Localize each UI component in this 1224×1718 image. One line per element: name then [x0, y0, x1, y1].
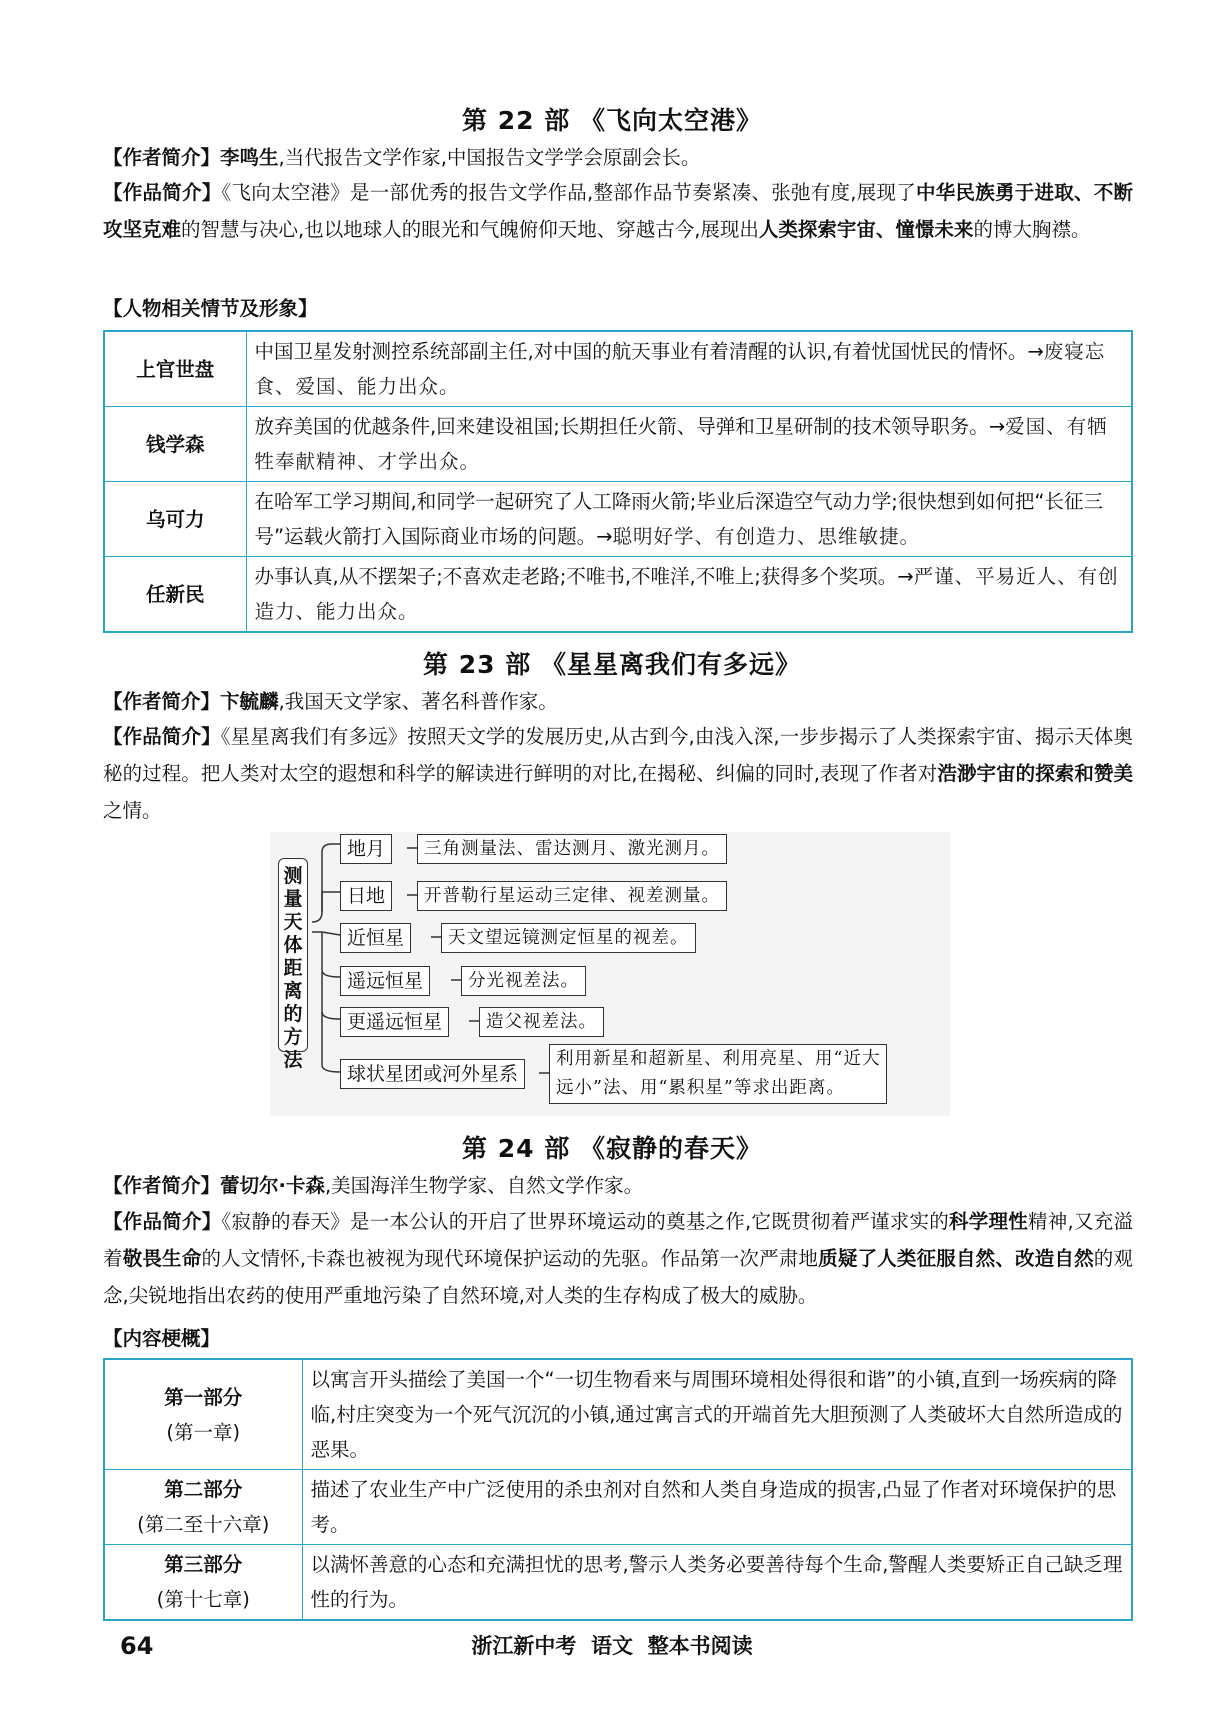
- author-name: 蕾切尔·卡森: [220, 1174, 325, 1197]
- character-row: [104, 482, 1132, 557]
- work-text: 的智慧与决心,也以地球人的眼光和气魄俯仰天地、穿越古今,展现出: [181, 218, 759, 241]
- part-summary: 描述了农业生产中广泛使用的杀虫剂对自然和人类自身造成的损害,凸显了作者对环境保护的思考。: [302, 1470, 1132, 1545]
- mindmap-desc-galaxy: [549, 1044, 887, 1104]
- s24-author-intro: [103, 1167, 1133, 1204]
- s22-character-table: [103, 330, 1133, 633]
- character-plot: 在哈军工学习期间,和同学一起研究了人工降雨火箭;毕业后深造空气动力学;很快想到如何把“长征三号”运载火箭打入国际商业市场的问题。→: [254, 490, 1103, 548]
- character-trait: 爱国、有牺牲奉献精神、才学出众。: [254, 415, 1108, 473]
- author-label: 【作者简介】: [103, 1174, 221, 1197]
- work-text: 的博大胸襟。: [973, 218, 1091, 241]
- part-name: [104, 1359, 302, 1470]
- character-plot: 中国卫星发射测控系统部副主任,对中国的航天事业有着清醒的认识,有着忧国忧民的情怀。→: [254, 340, 1044, 363]
- work-highlight: 人类探索宇宙、憧憬未来: [758, 218, 974, 241]
- work-text: 的观念,尖锐地指出农药的使用严重地污染了自然环境,对人类的生存构成了极大的威胁。: [103, 1247, 1133, 1307]
- distance-methods-mindmap: [270, 832, 950, 1116]
- work-text: 的人文情怀,卡森也被视为现代环境保护运动的先驱。作品第一次严肃地: [201, 1247, 819, 1270]
- work-text: 之情。: [103, 799, 162, 822]
- page-number: 64: [120, 1632, 154, 1660]
- s23-work-intro: [103, 718, 1133, 829]
- work-text: 《星星离我们有多远》按照天文学的发展历史,从古到今,由浅入深,一步步揭示了人类探索宇宙、揭示天体奥秘的过程。把人类对太空的遐想和科学的解读进行鲜明的对比,在揭秘、纠偏的同时,表现了作者对: [103, 725, 1133, 785]
- work-label: 【作品简介】: [103, 1210, 222, 1233]
- author-text: ,美国海洋生物学家、自然文学作家。: [324, 1174, 644, 1197]
- part-row: [104, 1545, 1132, 1621]
- author-text: ,我国天文学家、著名科普作家。: [278, 690, 558, 713]
- character-description: [246, 557, 1132, 633]
- character-row: [104, 331, 1132, 407]
- part-name: [104, 1470, 302, 1545]
- mindmap-desc-distant-star: 分光视差法。: [461, 966, 586, 996]
- mindmap-desc-earth-moon: 三角测量法、雷达测月、激光测月。: [417, 834, 727, 864]
- work-label: 【作品简介】: [103, 725, 221, 748]
- work-highlight: 科学理性: [949, 1210, 1029, 1233]
- mindmap-desc-more-distant-star: 造父视差法。: [479, 1007, 604, 1037]
- character-plot: 办事认真,从不摆架子;不喜欢走老路;不唯书,不唯洋,不唯上;获得多个奖项。→: [254, 565, 914, 588]
- s24-summary-table: [103, 1358, 1133, 1621]
- character-row: [104, 557, 1132, 633]
- character-plot: 放弃美国的优越条件,回来建设祖国;长期担任火箭、导弹和卫星研制的技术领导职务。→: [254, 415, 1006, 438]
- mindmap-desc-near-star: 天文望远镜测定恒星的视差。: [441, 923, 696, 953]
- s22-author-intro: [103, 139, 1133, 176]
- mindmap-node-distant-star: 遥远恒星: [340, 966, 430, 996]
- section-24-title: 第 24 部 《寂静的春天》: [462, 1134, 762, 1163]
- mindmap-desc-sun-earth: 开普勒行星运动三定律、视差测量。: [417, 881, 727, 911]
- work-highlight: 中华民族勇于进取、不断攻坚克难: [103, 181, 1133, 241]
- mindmap-node-sun-earth: 日地: [340, 881, 392, 911]
- character-name: 钱学森: [104, 407, 246, 482]
- mindmap-desc-line: 利用新星和超新星、利用亮星、用“近大: [556, 1049, 881, 1069]
- character-name: 乌可力: [104, 482, 246, 557]
- s22-section-label: 【人物相关情节及形象】: [103, 297, 318, 320]
- work-highlight: 质疑了人类征服自然、改造自然: [818, 1247, 1094, 1270]
- footer-book-title: 浙江新中考 语文 整本书阅读: [471, 1634, 753, 1658]
- part-chapters: (第十七章): [156, 1588, 250, 1611]
- character-name: 任新民: [104, 557, 246, 633]
- author-label: 【作者简介】: [103, 690, 221, 713]
- mindmap-node-earth-moon: 地月: [340, 834, 392, 864]
- part-chapters: (第二至十六章): [137, 1513, 270, 1536]
- work-text: 精神,又充溢着: [103, 1210, 1133, 1270]
- section-22-title: 第 22 部 《飞向太空港》: [462, 106, 762, 135]
- author-label: 【作者简介】: [103, 146, 221, 169]
- mindmap-root: 测量天体距离的方法: [278, 858, 308, 1052]
- part-row: [104, 1359, 1132, 1470]
- part-title: 第一部分: [164, 1385, 243, 1409]
- character-trait: 聪明好学、有创造力、思维敏捷。: [612, 525, 920, 548]
- mindmap-desc-line: 远小”法、用“累积星”等求出距离。: [556, 1078, 845, 1098]
- mindmap-node-near-star: 近恒星: [340, 923, 411, 953]
- part-row: [104, 1470, 1132, 1545]
- part-title: 第三部分: [164, 1553, 243, 1576]
- character-row: [104, 407, 1132, 482]
- character-description: [246, 331, 1132, 407]
- work-label: 【作品简介】: [103, 181, 222, 204]
- character-trait: 严谨、平易近人、有创造力、能力出众。: [254, 565, 1119, 623]
- part-summary: 以满怀善意的心态和充满担忧的思考,警示人类务必要善待每个生命,警醒人类要矫正自己缺乏理性的行为。: [302, 1545, 1132, 1621]
- work-text: 《寂静的春天》是一本公认的开启了世界环境运动的奠基之作,它既贯彻着严谨求实的: [221, 1210, 950, 1233]
- work-highlight: 浩渺宇宙的探索和赞美: [937, 762, 1133, 785]
- author-name: 李鸣生: [220, 146, 279, 169]
- mindmap-node-galaxy: 球状星团或河外星系: [340, 1059, 525, 1089]
- part-title: 第二部分: [164, 1478, 243, 1501]
- work-highlight: 敬畏生命: [122, 1247, 202, 1270]
- character-name: 上官世盘: [104, 331, 246, 407]
- work-text: 《飞向太空港》是一部优秀的报告文学作品,整部作品节奏紧凑、张弛有度,展现了: [221, 181, 916, 204]
- part-name: [104, 1545, 302, 1621]
- character-trait: 废寝忘食、爱国、能力出众。: [254, 340, 1106, 398]
- s23-author-intro: [103, 683, 1133, 720]
- s22-work-intro: [103, 174, 1133, 248]
- author-name: 卞毓麟: [220, 690, 279, 713]
- section-23-title: 第 23 部 《星星离我们有多远》: [423, 650, 801, 679]
- character-description: [246, 407, 1132, 482]
- character-description: [246, 482, 1132, 557]
- mindmap-node-more-distant-star: 更遥远恒星: [340, 1007, 449, 1037]
- s24-work-intro: [103, 1203, 1133, 1314]
- part-summary: 以寓言开头描绘了美国一个“一切生物看来与周围环境相处得很和谐”的小镇,直到一场疾病的降临,村庄突变为一个死气沉沉的小镇,通过寓言式的开端首先大胆预测了人类破坏大自然所造成的恶果。: [302, 1359, 1132, 1470]
- s24-section-label: 【内容梗概】: [103, 1327, 221, 1350]
- part-chapters: (第一章): [166, 1420, 241, 1444]
- author-text: ,当代报告文学作家,中国报告文学学会原副会长。: [278, 146, 701, 169]
